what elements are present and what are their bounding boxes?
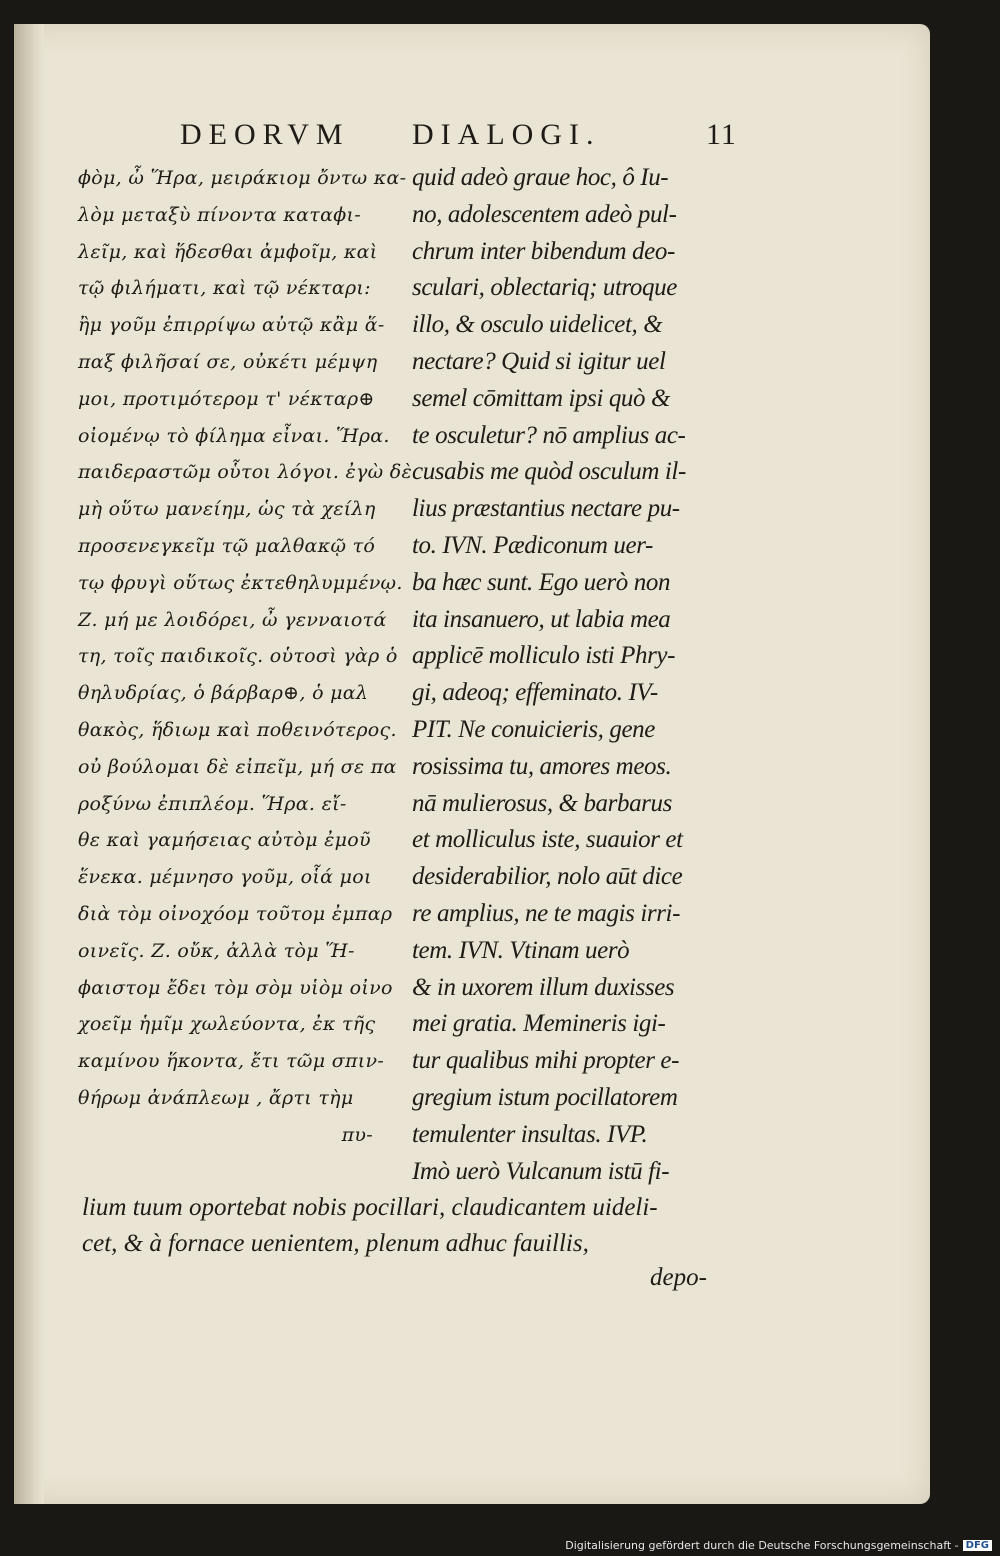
latin-line: PIT. Ne conuicieris, gene: [412, 715, 655, 743]
greek-line: πυ-: [341, 1123, 373, 1146]
greek-line: ροξύνω ἐπιπλέομ. Ἥρα. εἴ-: [78, 792, 347, 815]
latin-column: [412, 160, 686, 1190]
page-gutter: [14, 24, 44, 1504]
greek-line: διὰ τὸμ οἰνοχόομ τοῦτομ ἐμπαρ: [78, 902, 393, 925]
greek-line: ἢμ γοῦμ ἐπιρρίψω αὐτῷ κἂμ ἅ-: [78, 314, 385, 337]
latin-line: tur qualibus mihi propter e-: [412, 1047, 680, 1075]
latin-line: re amplius, ne te magis irri-: [412, 899, 681, 927]
latin-line: desiderabilior, nolo aūt dice: [412, 863, 683, 891]
greek-line: ϕαιστομ ἔδει τὸμ σὸμ υἱὸμ οἰνο: [78, 976, 393, 999]
footer-text: Digitalisierung gefördert durch die Deutsche Forschungsgemeinschaft -: [565, 1539, 959, 1552]
latin-line: to. IVN. Pædiconum uer-: [412, 531, 653, 559]
latin-line: nā mulierosus, & barbarus: [412, 789, 672, 817]
latin-line: ita insanuero, ut labia mea: [412, 605, 671, 633]
greek-line: ἕνεκα. μέμνησο γοῦμ, οἷά μοι: [78, 866, 372, 889]
dfg-logo: DFG: [963, 1540, 992, 1551]
greek-line: οὐ βούλομαι δὲ εἰπεῖμ, μή σε πα: [78, 755, 397, 778]
greek-line: χοεῖμ ἡμῖμ χωλεύοντα, ἐκ τῆς: [78, 1013, 376, 1036]
latin-line: temulenter insultas. IVP.: [412, 1120, 648, 1148]
greek-line: ϕὸμ, ὦ Ἥρα, μειράκιομ ὄντω κα-: [78, 167, 407, 189]
latin-line: nectare? Quid si igitur uel: [412, 347, 666, 375]
latin-line: et molliculus iste, suauior et: [412, 826, 683, 854]
greek-line: τῳ ϕρυγὶ οὕτως ἐκτεθηλυμμένῳ.: [78, 571, 403, 594]
greek-line: θήρωμ ἀνάπλεωμ , ἄρτι τὴμ: [78, 1086, 354, 1109]
digitization-footer: [565, 1539, 992, 1552]
greek-line: θε καὶ γαμήσειας αὐτὸμ ἐμοῦ: [78, 829, 371, 852]
greek-line: θηλυδρίας, ὁ βάρβαρ⊕, ὁ μαλ: [78, 682, 369, 705]
latin-line: Imò uerò Vulcanum istū fi-: [412, 1157, 670, 1185]
full-width-text: [82, 1190, 658, 1262]
greek-line: παξ ϕιλῆσαί σε, οὐκέτι μέμψη: [78, 350, 378, 373]
greek-line: καμίνου ἥκοντα, ἔτι τῶμ σπιν-: [78, 1050, 385, 1073]
latin-line: illo, & osculo uidelicet, &: [412, 311, 663, 339]
latin-line: quid adeò graue hoc, ô Iu-: [412, 164, 669, 191]
latin-line: rosissima tu, amores meos.: [412, 752, 672, 780]
running-head-left: DEORVM: [180, 118, 350, 151]
latin-line: mei gratia. Memineris igi-: [412, 1010, 666, 1038]
latin-line: applicē molliculo isti Phry-: [412, 642, 676, 670]
catchword: depo-: [650, 1264, 707, 1291]
latin-line: gregium istum pocillatorem: [412, 1083, 678, 1111]
greek-line: οινεῖς. Ζ. οὔκ, ἀλλὰ τὸμ Ἥ-: [78, 939, 355, 962]
latin-line: & in uxorem illum duxisses: [412, 973, 675, 1001]
latin-line: sculari, oblectariq; utroque: [412, 274, 677, 302]
running-head-center: DIALOGI.: [412, 118, 601, 151]
latin-line: no, adolescentem adeò pul-: [412, 200, 677, 228]
greek-line: προσενεγκεῖμ τῷ μαλθακῷ τό: [78, 534, 376, 557]
page-number: 11: [706, 118, 737, 151]
full-width-line: lium tuum oportebat nobis pocillari, claudicantem uideli-: [82, 1194, 658, 1221]
greek-column: [78, 160, 412, 1154]
greek-line: λεῖμ, καὶ ἥδεσθαι ἀμϕοῖμ, καὶ: [78, 240, 378, 263]
greek-line: τη, τοῖς παιδικοῖς. οὑτοσὶ γὰρ ὁ: [78, 645, 398, 668]
full-width-line: cet, & à fornace uenientem, plenum adhuc fauillis,: [82, 1230, 589, 1257]
latin-line: lius præstantius nectare pu-: [412, 495, 680, 523]
greek-line: λὸμ μεταξὺ πίνοντα καταϕι-: [78, 203, 361, 226]
latin-line: te osculetur? nō amplius ac-: [412, 421, 686, 449]
greek-line: παιδεραστῶμ οὗτοι λόγοι. ἐγὼ δὲ: [78, 461, 413, 484]
greek-line: οἰομένῳ τὸ ϕίλημα εἶναι. Ἥρα.: [78, 424, 390, 447]
greek-line: μοι, προτιμότερομ τ' νέκταρ⊕: [78, 387, 375, 410]
greek-line: τῷ ϕιλήματι, καὶ τῷ νέκταρι:: [78, 277, 371, 300]
latin-line: cusabis me quòd osculum il-: [412, 458, 686, 486]
latin-line: tem. IVN. Vtinam uerò: [412, 936, 630, 964]
greek-line: Ζ. μή με λοιδόρει, ὦ γενναιοτά: [78, 608, 387, 631]
latin-line: gi, adeoq; effeminato. IV-: [412, 679, 658, 707]
latin-line: chrum inter bibendum deo-: [412, 237, 675, 265]
latin-line: ba hæc sunt. Ego uerò non: [412, 568, 671, 596]
greek-line: θακὸς, ἥδιωμ καὶ ποθεινότερος.: [78, 718, 397, 741]
latin-line: semel cōmittam ipsi quò &: [412, 384, 671, 412]
greek-line: μὴ οὕτω μανείημ, ὡς τὰ χείλη: [78, 498, 376, 521]
